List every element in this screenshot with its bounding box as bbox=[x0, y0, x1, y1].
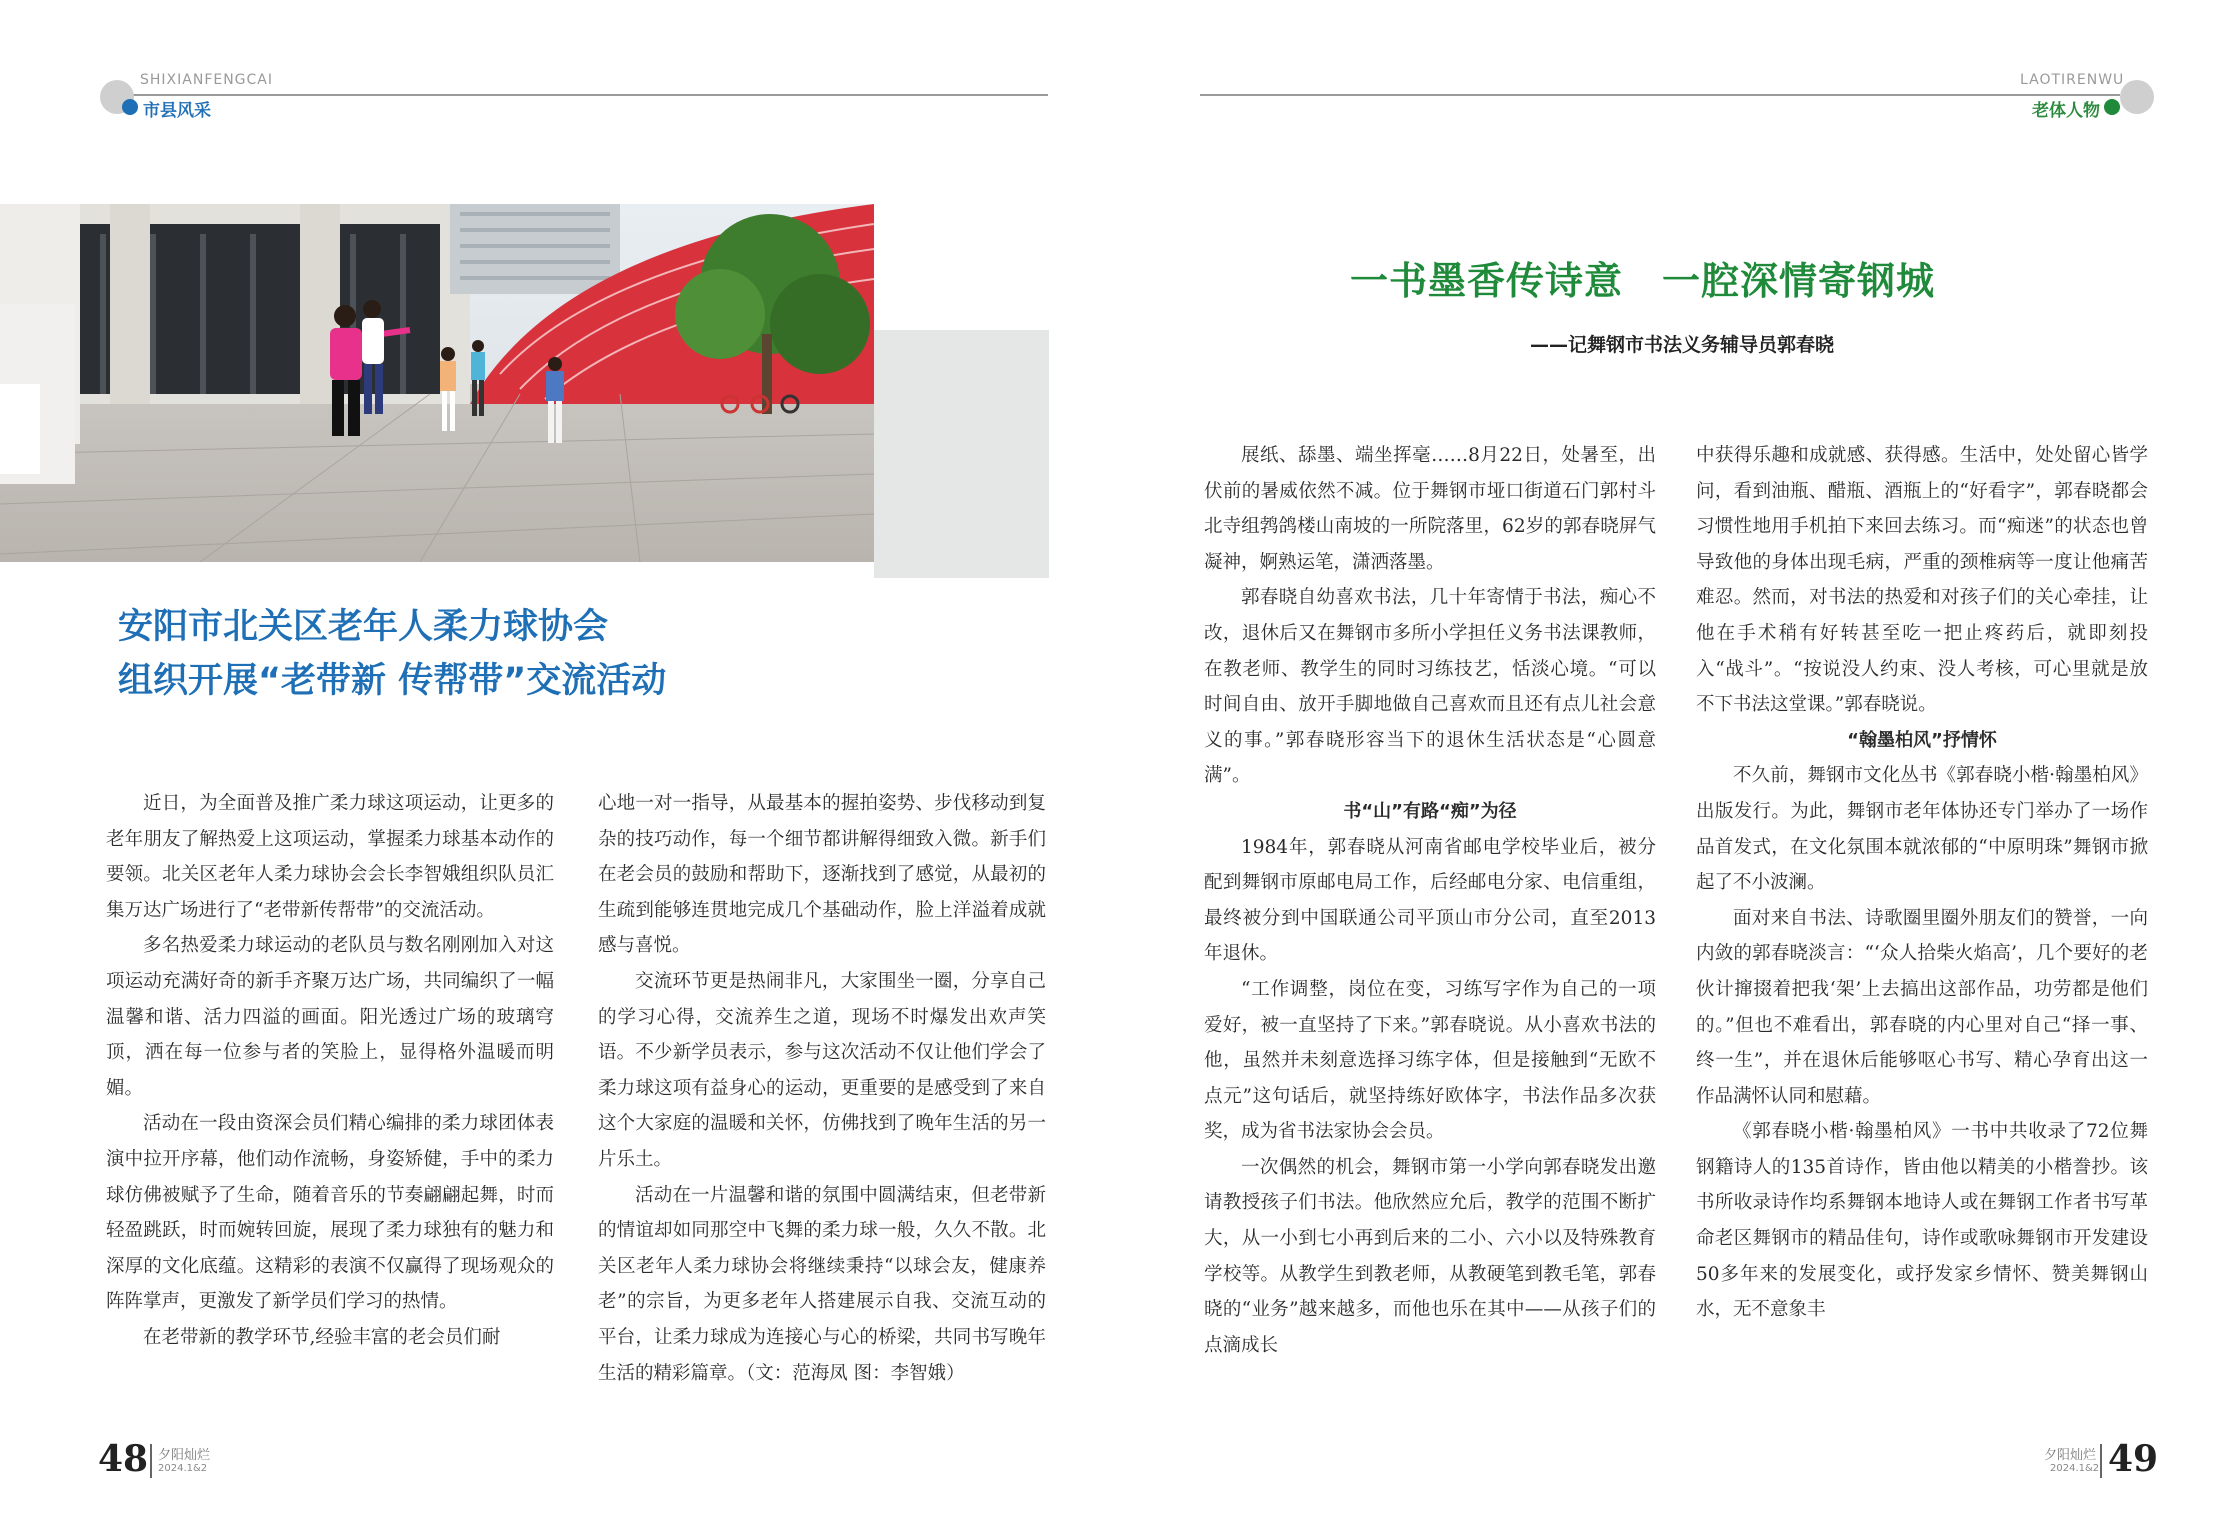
section-subheading: 书“山”有路“痴”为径 bbox=[1343, 800, 1517, 822]
left-header-dot bbox=[122, 99, 138, 115]
article-photo bbox=[0, 204, 874, 562]
paragraph: 《郭春晓小楷·翰墨柏风》一书中共收录了72位舞钢籍诗人的135首诗作，皆由他以精美的小楷誊抄。该书所收录诗作均系舞钢本地诗人或在舞钢工作者书写革命老区舞钢市的精品佳句，诗作或歌咏舞钢市开发建设50多年来的发展变化，或抒发家乡情怀、赞美舞钢山水，无不意象丰 bbox=[1696, 1121, 2148, 1321]
left-footer-divider bbox=[150, 1444, 152, 1478]
article-title-left-line1: 安阳市北关区老年人柔力球协会 bbox=[118, 607, 609, 647]
left-header-en: SHIXIANFENGCAI bbox=[140, 72, 274, 88]
left-footer-issue: 2024.1&2 bbox=[158, 1463, 208, 1474]
right-page-column-2 bbox=[1696, 438, 2148, 1328]
left-footer-magazine: 夕阳灿烂 bbox=[158, 1448, 211, 1463]
left-page-column-2 bbox=[598, 786, 1046, 1391]
paragraph-continued: 中获得乐趣和成就感、获得感。生活中，处处留心皆学问，看到油瓶、醋瓶、酒瓶上的“好看字”，郭春晓都会习惯性地用手机拍下来回去练习。而“痴迷”的状态也曾导致他的身体出现毛病，严重的颈椎病等一度让他痛苦难忍。然而，对书法的热爱和对孩子们的关心牵挂，让他在手术稍有好转甚至吃一把止疼药后，就即刻投入“战斗”。“按说没人约束、没人考核，可心里就是放不下书法这堂课。”郭春晓说。 bbox=[1696, 445, 2148, 716]
paragraph-continued: 心地一对一指导，从最基本的握拍姿势、步伐移动到复杂的技巧动作，每一个细节都讲解得细致入微。新手们在老会员的鼓励和帮助下，逐渐找到了感觉，从最初的生疏到能够连贯地完成几个基础动作，脸上洋溢着成就感与喜悦。 bbox=[598, 793, 1046, 957]
right-header-circle bbox=[2120, 80, 2154, 114]
paragraph: “工作调整，岗位在变，习练写字作为自己的一项爱好，被一直坚持了下来。”郭春晓说。从小喜欢书法的他，虽然并未刻意选择习练字体，但是接触到“无欧不点元”这句话后，就坚持练好欧体字，书法作品多次获奖，成为省书法家协会会员。 bbox=[1204, 978, 1656, 1143]
paragraph: 近日，为全面普及推广柔力球这项运动，让更多的老年朋友了解热爱上这项运动，掌握柔力球基本动作的要领。北关区老年人柔力球协会会长李智娥组织队员汇集万达广场进行了“老带新传帮带”的交流活动。 bbox=[106, 793, 554, 921]
paragraph: 交流环节更是热闹非凡，大家围坐一圈，分享自己的学习心得，交流养生之道，现场不时爆发出欢声笑语。不少新学员表示，参与这次活动不仅让他们学会了柔力球这项有益身心的运动，更重要的是感受到了来自这个大家庭的温暖和关怀，仿佛找到了晚年生活的另一片乐土。 bbox=[598, 970, 1046, 1170]
left-section-title: 市县风采 bbox=[143, 101, 211, 121]
paragraph: 郭春晓自幼喜欢书法，几十年寄情于书法，痴心不改，退休后又在舞钢市多所小学担任义务书法课教师，在教老师、教学生的同时习练技艺，恬淡心境。“可以时间自由、放开手脚地做自己喜欢而且还有点儿社会意义的事。”郭春晓形容当下的退休生活状态是“心圆意满”。 bbox=[1204, 587, 1656, 787]
photo-gray-block bbox=[874, 330, 1049, 578]
article-title-right: 一书墨香传诗意 一腔深情寄钢城 bbox=[1350, 259, 1936, 303]
section-subheading: “翰墨柏风”抒情怀 bbox=[1847, 729, 1997, 751]
paragraph: 面对来自书法、诗歌圈里圈外朋友们的赞誉，一向内敛的郭春晓淡言：“‘众人拾柴火焰高’，几个要好的老伙计撺掇着把我‘架’上去搞出这部作品，功劳都是他们的。”但也不难看出，郭春晓的内心里对自己“择一事、终一生”，并在退休后能够呕心书写、精心孕育出这一作品满怀认同和慰藉。 bbox=[1696, 907, 2148, 1107]
right-footer-issue: 2024.1&2 bbox=[2050, 1463, 2100, 1474]
right-footer-magazine: 夕阳灿烂 bbox=[2044, 1448, 2097, 1463]
paragraph: 多名热爱柔力球运动的老队员与数名刚刚加入对这项运动充满好奇的新手齐聚万达广场，共同编织了一幅温馨和谐、活力四溢的画面。阳光透过广场的玻璃穹顶，洒在每一位参与者的笑脸上，显得格外温暖而明媚。 bbox=[106, 935, 554, 1099]
right-footer-divider bbox=[2100, 1444, 2102, 1478]
paragraph: 一次偶然的机会，舞钢市第一小学向郭春晓发出邀请教授孩子们书法。他欣然应允后，教学的范围不断扩大，从一小到七小再到后来的二小、六小以及特殊教育学校等。从教学生到教老师，从教硬笔到教毛笔，郭春晓的“业务”越来越多，而他也乐在其中——从孩子们的点滴成长 bbox=[1204, 1156, 1656, 1356]
paragraph: 活动在一段由资深会员们精心编排的柔力球团体表演中拉开序幕，他们动作流畅，身姿矫健，手中的柔力球仿佛被赋予了生命，随着音乐的节奏翩翩起舞，时而轻盈跳跃，时而婉转回旋，展现了柔力球独有的魅力和深厚的文化底蕴。这精彩的表演不仅赢得了现场观众的阵阵掌声，更激发了新学员们学习的热情。 bbox=[106, 1113, 554, 1313]
paragraph: 1984年，郭春晓从河南省邮电学校毕业后，被分配到舞钢市原邮电局工作，后经邮电分家、电信重组，最终被分到中国联通公司平顶山市分公司，直至2013年退休。 bbox=[1204, 836, 1656, 965]
paragraph: 展纸、舔墨、端坐挥毫……8月22日，处暑至，出伏前的暑威依然不减。位于舞钢市垭口街道石门郭村斗北寺组鹁鸽楼山南坡的一所院落里，62岁的郭春晓屏气凝神，婀熟运笔，潇洒落墨。 bbox=[1204, 445, 1656, 573]
paragraph: 不久前，舞钢市文化丛书《郭春晓小楷·翰墨柏风》出版发行。为此，舞钢市老年体协还专门举办了一场作品首发式，在文化氛围本就浓郁的“中原明珠”舞钢市掀起了不小波澜。 bbox=[1696, 765, 2148, 894]
right-header-dot bbox=[2104, 99, 2120, 115]
right-page-column-1 bbox=[1204, 438, 1656, 1363]
article-subtitle-right: ——记舞钢市书法义务辅导员郭春晓 bbox=[1530, 334, 1835, 356]
right-header-rule bbox=[1200, 94, 2120, 96]
left-page-number: 48 bbox=[98, 1438, 149, 1480]
article-title-left-line2: 组织开展“老带新 传帮带”交流活动 bbox=[118, 661, 667, 701]
plaza-photo-illustration bbox=[0, 204, 874, 562]
left-page-column-1 bbox=[106, 786, 554, 1356]
paragraph: 在老带新的教学环节,经验丰富的老会员们耐 bbox=[143, 1326, 501, 1348]
right-page-number: 49 bbox=[2108, 1438, 2159, 1480]
right-header-en: LAOTIRENWU bbox=[2020, 72, 2125, 88]
paragraph: 活动在一片温馨和谐的氛围中圆满结束，但老带新的情谊却如同那空中飞舞的柔力球一般，久久不散。北关区老年人柔力球协会将继续秉持“以球会友，健康养老”的宗旨，为更多老年人搭建展示自我、交流互动的平台，让柔力球成为连接心与心的桥梁，共同书写晚年生活的精彩篇章。（文：范海凤 图：李智娥） bbox=[598, 1184, 1046, 1384]
left-header-rule bbox=[118, 94, 1048, 96]
right-section-title: 老体人物 bbox=[2032, 101, 2100, 121]
